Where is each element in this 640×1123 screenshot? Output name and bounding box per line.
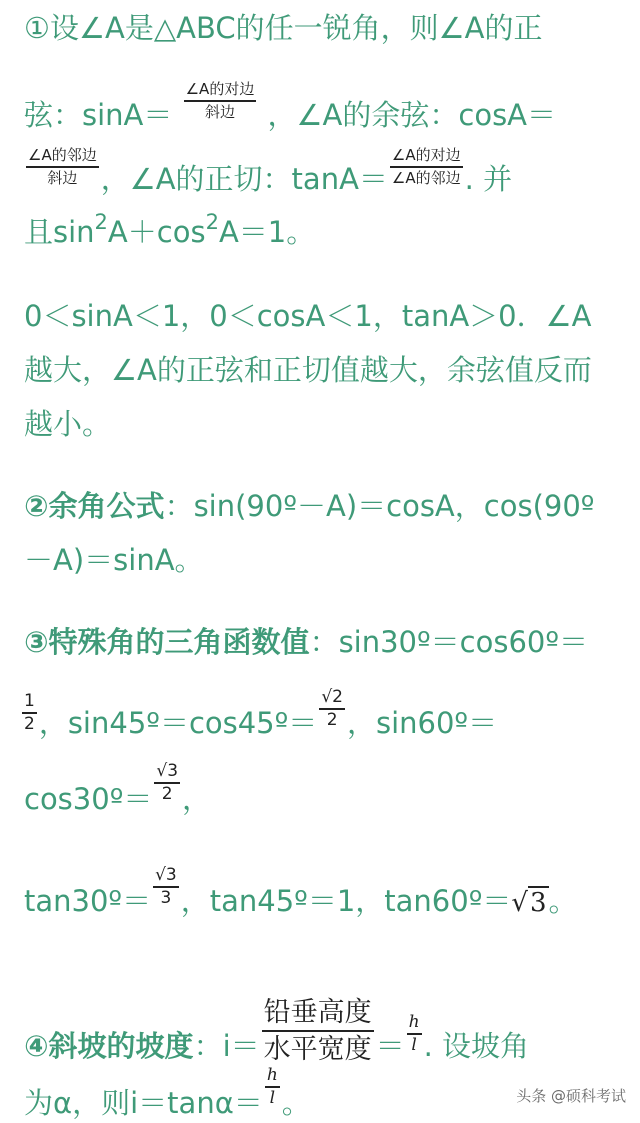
text: A＋cos xyxy=(107,215,206,249)
text: ＝ xyxy=(375,1029,405,1063)
s1-line2 xyxy=(24,80,556,135)
text: ，tan45º＝1，tan60º＝ xyxy=(180,884,512,918)
fraction-denominator: 3 xyxy=(160,888,172,908)
fraction-numerator: √3 xyxy=(155,865,177,885)
fraction-numerator: ∠A的对边 xyxy=(391,146,461,164)
root3-radical xyxy=(511,886,548,918)
text: . 并 xyxy=(464,162,513,196)
fraction-bar xyxy=(390,166,463,168)
text: 0＜sinA＜1，0＜cosA＜1，tanA＞0．∠A xyxy=(24,299,592,333)
half-fraction xyxy=(22,692,37,734)
text: cos30º＝ xyxy=(24,782,153,816)
fraction-denominator: 斜边 xyxy=(47,169,78,187)
s1-line3 xyxy=(24,146,512,199)
text: ：sin30º＝cos60º＝ xyxy=(309,625,589,659)
s2-line3 xyxy=(24,404,111,444)
s3-line2 xyxy=(24,540,204,580)
cos-fraction xyxy=(26,146,99,188)
text: ：i＝ xyxy=(193,1029,260,1063)
h-over-l-fraction xyxy=(265,1066,280,1108)
fraction-numerator: √3 xyxy=(156,761,179,781)
fraction-numerator: h xyxy=(266,1065,278,1085)
text: 越小。 xyxy=(24,407,112,441)
section-heading: ②余角公式 xyxy=(24,489,165,523)
section-heading: ④斜坡的坡度 xyxy=(24,1029,194,1063)
s1-line1 xyxy=(24,8,542,48)
fraction-denominator: l xyxy=(411,1035,417,1055)
text: ，sin60º＝ xyxy=(346,706,498,740)
fraction-denominator: ∠A的邻边 xyxy=(391,169,461,187)
s2-line1 xyxy=(24,296,591,336)
fraction-bar xyxy=(262,1030,374,1032)
fraction-bar xyxy=(184,100,257,102)
tan30-fraction xyxy=(153,866,179,908)
text: ①设∠A是△ABC的任一锐角，则∠A的正 xyxy=(24,11,543,45)
fraction-numerator: h xyxy=(408,1012,420,1032)
tan-fraction xyxy=(390,146,463,188)
s5-line1 xyxy=(24,996,529,1066)
s4-line4 xyxy=(24,866,578,923)
s4-line3 xyxy=(24,762,211,819)
fraction-bar xyxy=(26,166,99,168)
s1-line4 xyxy=(24,212,315,252)
radical-sign: √ xyxy=(511,888,528,918)
fraction-numerator: 1 xyxy=(24,691,35,711)
text: ， xyxy=(182,782,212,816)
text: 。 xyxy=(281,1086,311,1120)
root2-fraction xyxy=(319,688,345,730)
section-heading: ③特殊角的三角函数值 xyxy=(24,625,310,659)
fraction-numerator: ∠A的对边 xyxy=(185,80,255,98)
text: 弦：sinA＝ xyxy=(24,98,173,132)
exponent: 2 xyxy=(205,210,219,234)
text: ，sin45º＝cos45º＝ xyxy=(38,706,318,740)
exponent: 2 xyxy=(94,210,108,234)
fraction-denominator: 2 xyxy=(24,714,35,734)
fraction-numerator: √2 xyxy=(321,687,343,707)
slope-fraction xyxy=(262,996,374,1066)
s2-line2 xyxy=(24,350,592,390)
fraction-denominator: 2 xyxy=(326,710,338,730)
text: 越大，∠A的正弦和正切值越大，余弦值反而 xyxy=(24,353,592,387)
fraction-numerator: ∠A的邻边 xyxy=(28,146,97,164)
s4-line2 xyxy=(20,688,497,743)
text: tan30º＝ xyxy=(24,884,152,918)
text: －A)＝sinA。 xyxy=(24,543,204,577)
s5-line2 xyxy=(24,1066,311,1123)
text: A＝1。 xyxy=(218,215,316,249)
root3-fraction xyxy=(154,762,180,804)
text: 且sin xyxy=(24,215,95,249)
fraction-denominator: l xyxy=(269,1088,275,1108)
fraction-denominator: 水平宽度 xyxy=(263,1034,372,1065)
text: 。 xyxy=(548,884,578,918)
fraction-numerator: 铅垂高度 xyxy=(263,997,372,1028)
s3-line1 xyxy=(24,486,594,526)
radicand: 3 xyxy=(529,888,547,918)
text: ，∠A的正切：tanA＝ xyxy=(100,162,388,196)
s4-line1 xyxy=(24,622,588,662)
watermark: 头条 @硕科考试 xyxy=(516,1087,626,1105)
sin-fraction xyxy=(184,80,257,122)
h-over-l-fraction xyxy=(407,1013,422,1055)
text: ，∠A的余弦：cosA＝ xyxy=(267,98,557,132)
fraction-denominator: 斜边 xyxy=(204,103,235,121)
fraction-denominator: 2 xyxy=(161,784,173,804)
text: ：sin(90º－A)＝cosA，cos(90º xyxy=(164,489,595,523)
text: 为α，则i＝tanα＝ xyxy=(24,1086,263,1120)
text: . 设坡角 xyxy=(423,1029,530,1063)
